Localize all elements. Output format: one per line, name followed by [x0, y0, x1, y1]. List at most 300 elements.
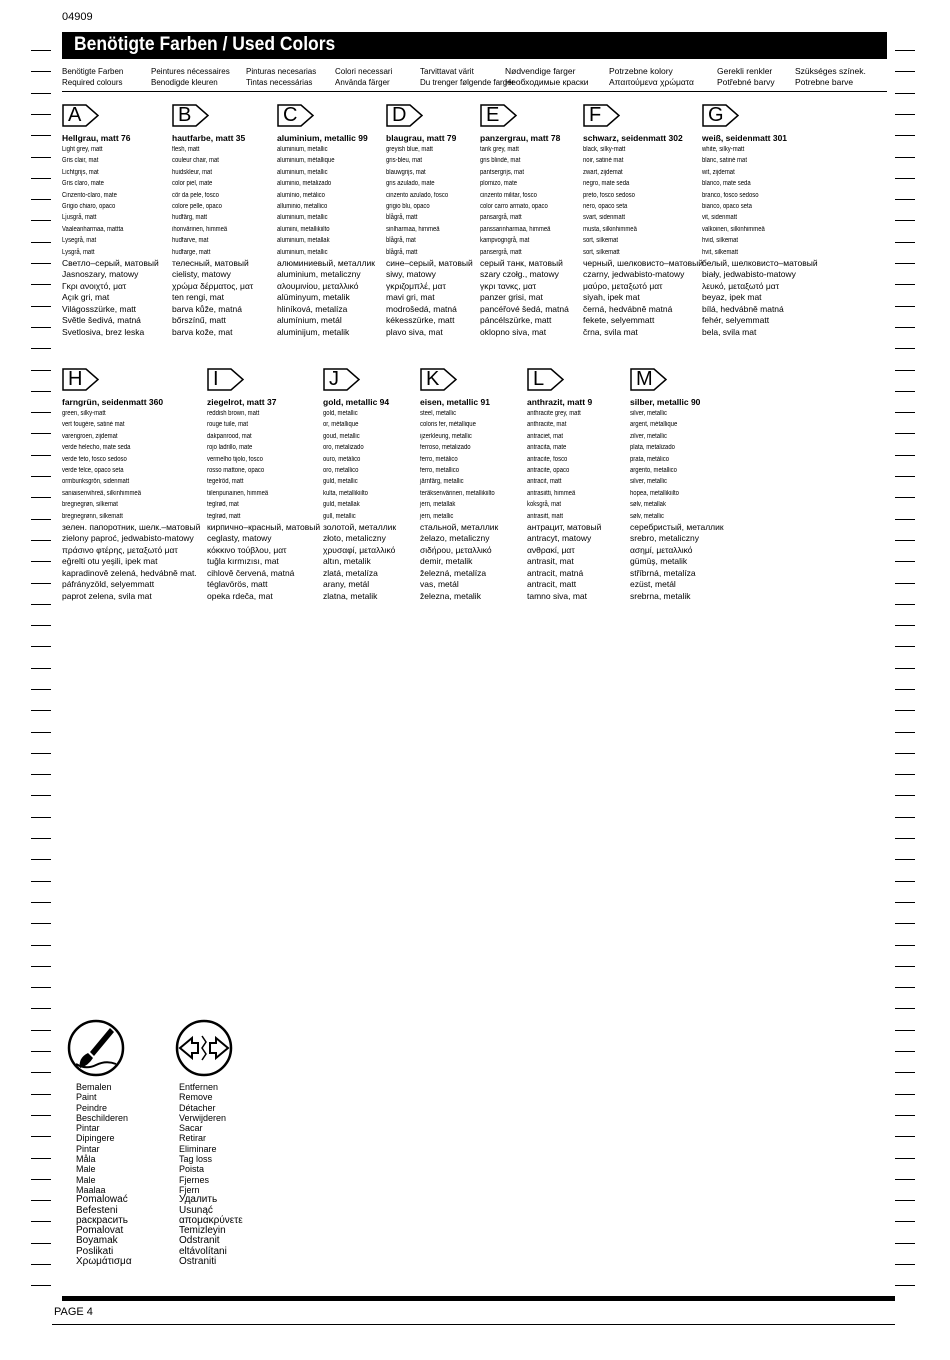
- margin-tick-right: [895, 178, 915, 179]
- legend-word: Male: [76, 1164, 96, 1175]
- color-name: Γκρι ανοιχτό, ματ: [62, 280, 127, 291]
- color-name: bregnegrøn, silkemat: [62, 501, 118, 509]
- color-name: gris blindé, mat: [480, 157, 521, 165]
- margin-tick-left: [31, 476, 51, 477]
- legend-word: Verwijderen: [179, 1112, 227, 1123]
- color-name: antraciet, mat: [527, 432, 564, 440]
- color-name: pansergrå, matt: [480, 248, 522, 256]
- color-name: teräksenvärinen, metallikiilto: [420, 489, 495, 497]
- header-language-label: Szükséges színek.: [795, 66, 866, 76]
- color-name: páncélszürke, matt: [480, 315, 552, 326]
- margin-tick-right: [895, 114, 915, 115]
- color-name: panssarinharmaa, himmeä: [480, 225, 551, 233]
- margin-tick-left: [31, 1072, 51, 1073]
- margin-tick-right: [895, 242, 915, 243]
- header-language-label: Tintas necessárias: [246, 78, 313, 87]
- margin-tick-right: [895, 220, 915, 221]
- color-name: стальной, металлик: [420, 522, 499, 533]
- color-badge: [172, 104, 209, 127]
- header-language-column: [420, 66, 514, 88]
- color-name: colore pelle, opaco: [172, 203, 222, 211]
- margin-tick-left: [31, 455, 51, 456]
- color-name-list: [207, 408, 322, 602]
- margin-tick-right: [895, 50, 915, 51]
- color-name: γκριζομπλέ, ματ: [386, 280, 446, 291]
- color-name: λευκό, μεταξωτό ματ: [702, 280, 780, 291]
- color-name: mavi gri, mat: [386, 292, 435, 303]
- margin-tick-right: [895, 1051, 915, 1052]
- color-name: antracite, fosco: [527, 455, 568, 463]
- margin-tick-left: [31, 284, 51, 285]
- margin-tick-right: [895, 412, 915, 413]
- legend-word: Eliminare: [179, 1143, 217, 1154]
- color-name: kulta, metallikiilto: [323, 489, 368, 497]
- color-entry-f: [583, 104, 703, 338]
- color-name: aluminium, metallic: [277, 214, 328, 222]
- margin-tick-right: [895, 817, 915, 818]
- color-title: schwarz, seidenmatt 302: [583, 133, 683, 143]
- margin-tick-left: [31, 306, 51, 307]
- color-name: tamno siva, mat: [527, 590, 587, 601]
- margin-tick-left: [31, 540, 51, 541]
- color-name: antrasiitti, himmeä: [527, 489, 576, 497]
- margin-tick-left: [31, 370, 51, 371]
- margin-tick-left: [31, 1030, 51, 1031]
- color-letter: L: [533, 368, 545, 390]
- color-name: huidskleur, mat: [172, 168, 213, 176]
- margin-tick-right: [895, 1285, 915, 1286]
- margin-tick-right: [895, 348, 915, 349]
- color-name: Gris claro, mate: [62, 180, 104, 188]
- margin-tick-right: [895, 135, 915, 136]
- color-name: antracita, mate: [527, 444, 567, 452]
- color-name: bőrszínű, matt: [172, 315, 226, 326]
- color-name: pancéřové šedá, matná: [480, 303, 569, 314]
- color-name: guld, metallic: [323, 478, 358, 486]
- legend-word: Fjernes: [179, 1174, 210, 1185]
- legend-word: Bemalen: [76, 1082, 112, 1092]
- header-bar: [62, 32, 887, 59]
- color-name: železná, metalíza: [420, 567, 487, 578]
- color-name: Lysegrå, mat: [62, 237, 97, 245]
- color-name-list: [172, 144, 287, 338]
- color-name: blauwgrijs, mat: [386, 168, 426, 176]
- header-divider: [62, 91, 887, 92]
- header-language-column: [609, 66, 694, 88]
- color-name: zilver, metallic: [630, 432, 668, 440]
- color-name: szary czołg., matowy: [480, 269, 559, 280]
- color-badge: [527, 368, 564, 391]
- color-name: nero, opaco seta: [583, 203, 628, 211]
- margin-tick-left: [31, 583, 51, 584]
- margin-tick-left: [31, 327, 51, 328]
- legend-word: Удалить: [179, 1194, 218, 1206]
- margin-tick-left: [31, 1243, 51, 1244]
- header-language-label: Необходимые краски: [505, 77, 589, 87]
- margin-tick-left: [31, 50, 51, 51]
- margin-tick-right: [895, 732, 915, 733]
- color-name: bela, svila mat: [702, 326, 757, 337]
- margin-tick-left: [31, 710, 51, 711]
- margin-tick-right: [895, 1030, 915, 1031]
- margin-tick-left: [31, 114, 51, 115]
- color-name: зелен. папоротник, шелк.–матовый: [62, 522, 201, 533]
- remove-arrows-icon: [174, 1018, 234, 1078]
- color-entry-e: [480, 104, 595, 338]
- legend-word: Fjern: [179, 1184, 200, 1195]
- color-title: ziegelrot, matt 37: [207, 397, 277, 407]
- color-name: argent, métallique: [630, 421, 678, 429]
- color-name: goud, metallic: [323, 432, 360, 440]
- color-name: sort, silkemat: [583, 237, 619, 245]
- legend-word: Remove: [179, 1092, 213, 1103]
- color-name: fehér, selyemmatt: [702, 315, 770, 326]
- color-name: kampvogngrå, mat: [480, 237, 530, 245]
- color-title: aluminium, metallic 99: [277, 133, 368, 143]
- color-badge: [630, 368, 667, 391]
- color-name: hopea, metallikiilto: [630, 489, 679, 497]
- margin-tick-left: [31, 668, 51, 669]
- margin-tick-left: [31, 433, 51, 434]
- color-name: czarny, jedwabisto-matowy: [583, 269, 685, 280]
- color-name: alüminyum, metalik: [277, 292, 350, 303]
- color-name: кирпично–красный, матовый: [207, 522, 321, 533]
- margin-tick-left: [31, 412, 51, 413]
- legend-word: Odstranit: [179, 1235, 220, 1247]
- margin-tick-right: [895, 902, 915, 903]
- color-name: телесный, матовый: [172, 258, 249, 269]
- color-name: oro, metalizado: [323, 444, 364, 452]
- margin-tick-left: [31, 604, 51, 605]
- legend-word: Boyamak: [76, 1235, 118, 1247]
- color-name: μαύρο, μεταξωτό ματ: [583, 280, 663, 291]
- margin-tick-left: [31, 519, 51, 520]
- color-name: aluminium, metallic: [277, 248, 328, 256]
- color-name: πράσινο φτέρης, μεταξωτό ματ: [62, 544, 178, 555]
- color-name: plomizo, mate: [480, 180, 518, 188]
- color-name: ceglasty, matowy: [207, 533, 272, 544]
- header-language-column: [335, 66, 392, 88]
- legend-word: Maalaa: [76, 1184, 106, 1195]
- margin-tick-left: [31, 923, 51, 924]
- color-name: zlatá, metalíza: [323, 567, 378, 578]
- color-name: Grigio chiaro, opaco: [62, 203, 116, 211]
- color-name: żelazo, metaliczny: [420, 533, 490, 544]
- margin-tick-right: [895, 1115, 915, 1116]
- legend-word: Peindre: [76, 1102, 108, 1113]
- color-name: tuğla kırmızısı, mat: [207, 556, 279, 567]
- legend-word: Måla: [76, 1154, 96, 1165]
- color-name: cihlově červená, matná: [207, 567, 295, 578]
- color-title: farngrün, seidenmatt 360: [62, 397, 164, 407]
- margin-tick-right: [895, 668, 915, 669]
- margin-tick-left: [31, 689, 51, 690]
- margin-tick-left: [31, 497, 51, 498]
- margin-tick-right: [895, 370, 915, 371]
- color-name: srebrna, metalik: [630, 590, 691, 601]
- color-name: verde feto, fosco sedoso: [62, 455, 127, 463]
- margin-tick-right: [895, 710, 915, 711]
- legend-word: Pomalować: [76, 1194, 128, 1206]
- header-language-column: [151, 66, 230, 88]
- margin-tick-left: [31, 859, 51, 860]
- color-name: anthracite, mat: [527, 421, 567, 429]
- header-language-label: Benodigde kleuren: [151, 78, 218, 87]
- color-entry-g: [702, 104, 817, 338]
- color-name: gümüş, metalik: [630, 556, 688, 567]
- color-name: zielony paproć, jedwabisto-matowy: [62, 533, 194, 544]
- color-name: hvit, silkematt: [702, 248, 739, 256]
- color-name: branco, fosco sedoso: [702, 191, 759, 199]
- margin-tick-right: [895, 1264, 915, 1265]
- color-name: κόκκινο τούβλου, ματ: [207, 544, 287, 555]
- header-language-label: Potrebne barve: [795, 77, 854, 87]
- color-name: cinzento militar, fosco: [480, 191, 537, 199]
- color-name: ijzerkleurig, metallic: [420, 432, 472, 440]
- color-letter: C: [283, 104, 298, 126]
- color-name: noir, satiné mat: [583, 157, 624, 165]
- color-badge: [420, 368, 457, 391]
- color-name: ihonvärinen, himmeä: [172, 225, 228, 233]
- header-language-column: [505, 66, 589, 88]
- color-name: blågrå, matt: [386, 214, 418, 222]
- color-letter: G: [708, 104, 724, 126]
- color-name: γκρι τανκς, ματ: [480, 280, 537, 291]
- color-name: ferro, metallico: [420, 467, 460, 475]
- color-name: panzer grisi, mat: [480, 292, 543, 303]
- margin-tick-right: [895, 157, 915, 158]
- color-name: vermelho tijolo, fosco: [207, 455, 263, 463]
- color-name: rouge tuile, mat: [207, 421, 249, 429]
- margin-tick-right: [895, 689, 915, 690]
- color-name: Lichtgrijs, mat: [62, 168, 99, 176]
- color-name: cör da pele, fosco: [172, 191, 219, 199]
- color-entry-i: [207, 368, 322, 602]
- margin-tick-right: [895, 199, 915, 200]
- color-name: zwart, zijdemat: [583, 168, 623, 176]
- margin-tick-right: [895, 604, 915, 605]
- color-name-list: [277, 144, 392, 338]
- legend-word: Pintar: [76, 1143, 100, 1154]
- color-name: coloris fer, métallique: [420, 421, 476, 429]
- color-name: antracit, matt: [527, 478, 562, 486]
- legend-word: Détacher: [179, 1102, 216, 1113]
- color-name: páfrányzöld, selyemmatt: [62, 579, 155, 590]
- color-name: sinlharmaa, himmeä: [386, 225, 440, 233]
- color-name: σιδήρου, μεταλλικό: [420, 544, 492, 555]
- header-language-label: Potřebné barvy: [717, 77, 775, 87]
- color-name-list: [62, 408, 201, 602]
- color-name: silver, metallic: [630, 478, 668, 486]
- margin-tick-left: [31, 646, 51, 647]
- color-name: bílá, hedvábně matná: [702, 303, 784, 314]
- color-name: vert fougère, satiné mat: [62, 421, 125, 429]
- margin-tick-left: [31, 1158, 51, 1159]
- color-name: ouro, metálico: [323, 455, 361, 463]
- color-name: wit, zijdemat: [702, 168, 735, 176]
- header-language-label: Potrzebne kolory: [609, 66, 673, 76]
- margin-tick-right: [895, 966, 915, 967]
- color-name: hvid, silkemat: [702, 237, 739, 245]
- margin-tick-right: [895, 945, 915, 946]
- color-name: plata, metalizado: [630, 444, 675, 452]
- color-badge: [583, 104, 620, 127]
- color-name: antracite, opaco: [527, 467, 570, 475]
- margin-tick-right: [895, 476, 915, 477]
- margin-tick-left: [31, 945, 51, 946]
- color-name: guld, metallak: [323, 501, 360, 509]
- color-name: white, silky-matt: [702, 146, 745, 153]
- color-name: ormbunksgrön, sidenmatt: [62, 478, 130, 486]
- color-letter: B: [178, 104, 192, 126]
- legend-word: Dipingere: [76, 1133, 115, 1144]
- margin-tick-right: [895, 497, 915, 498]
- color-name: сине–серый, матовый: [386, 258, 473, 269]
- color-name: Lysgrå, matt: [62, 248, 95, 256]
- color-name: aluminium, metallic: [277, 168, 328, 176]
- color-name: črna, svila mat: [583, 326, 638, 337]
- color-name-list: [702, 144, 817, 338]
- color-title: anthrazit, matt 9: [527, 397, 593, 407]
- color-name: černá, hedvábně matná: [583, 303, 673, 314]
- color-name: beyaz, ipek mat: [702, 292, 762, 303]
- margin-tick-right: [895, 838, 915, 839]
- color-name: arany, metál: [323, 579, 370, 590]
- legend-word: απομακρύνετε: [179, 1214, 243, 1226]
- color-name: svart, sidenmatt: [583, 214, 626, 222]
- color-badge: [277, 104, 314, 127]
- legend-word: Ostraniti: [179, 1256, 217, 1268]
- margin-tick-left: [31, 1285, 51, 1286]
- legend-word: Male: [76, 1174, 96, 1185]
- margin-tick-right: [895, 540, 915, 541]
- margin-tick-right: [895, 519, 915, 520]
- color-name: železna, metalik: [420, 590, 481, 601]
- header-language-label: Colori necessari: [335, 67, 393, 76]
- color-title: weiß, seidenmatt 301: [702, 133, 788, 143]
- margin-tick-right: [895, 859, 915, 860]
- margin-tick-left: [31, 199, 51, 200]
- color-name: stříbrná, metalíza: [630, 567, 696, 578]
- color-name: черный, шелковисто–матовый: [583, 258, 703, 269]
- legend-word: Retirar: [179, 1133, 207, 1144]
- color-name: gull, metallic: [323, 512, 356, 520]
- margin-tick-right: [895, 1158, 915, 1159]
- color-name-list: [630, 408, 745, 602]
- margin-tick-left: [31, 753, 51, 754]
- color-name: alluminio, metallico: [277, 203, 328, 211]
- color-name: hudfärg, matt: [172, 214, 208, 222]
- color-name: steel, metallic: [420, 410, 457, 417]
- color-name: opeka rdeča, mat: [207, 590, 273, 601]
- color-entry-l: [527, 368, 642, 602]
- color-name: aluminium, metaliczny: [277, 269, 361, 280]
- color-name: antracit, matt: [527, 579, 577, 590]
- color-name: flesh, matt: [172, 146, 200, 153]
- color-name: aluminio, metalizado: [277, 180, 332, 188]
- color-name: tegelröd, matt: [207, 478, 244, 486]
- color-name: aluminium, metallak: [277, 237, 330, 245]
- color-name: bianco, opaco seta: [702, 203, 752, 211]
- color-name: Светло–серый, матовый: [62, 258, 159, 269]
- color-letter: A: [68, 104, 82, 126]
- color-name: ezüst, metál: [630, 579, 676, 590]
- margin-tick-left: [31, 1221, 51, 1222]
- color-entry-k: [420, 368, 535, 602]
- color-name: золотой, металлик: [323, 522, 397, 533]
- header-language-label: Gerekli renkler: [717, 66, 773, 76]
- color-letter: F: [589, 104, 602, 126]
- margin-tick-left: [31, 1008, 51, 1009]
- color-name: sort, silkematt: [583, 248, 620, 256]
- color-letter: D: [392, 104, 407, 126]
- color-title: gold, metallic 94: [323, 397, 390, 407]
- color-title: silber, metallic 90: [630, 397, 701, 407]
- color-name: blanco, mate seda: [702, 180, 751, 188]
- margin-tick-left: [31, 1051, 51, 1052]
- color-name: preto, fosco sedoso: [583, 191, 635, 199]
- margin-tick-right: [895, 263, 915, 264]
- color-name: barva kůže, matná: [172, 303, 242, 314]
- header-language-column: [717, 66, 775, 88]
- color-name: gold, metallic: [323, 410, 358, 417]
- color-name: järnfärg, metallic: [420, 478, 464, 486]
- color-name: gris azulado, mate: [386, 180, 435, 188]
- color-name: greyish blue, matt: [386, 146, 433, 153]
- color-name: negro, mate seda: [583, 180, 630, 188]
- margin-tick-right: [895, 284, 915, 285]
- color-name: saniaisenvihreä, silkinhimmeä: [62, 489, 142, 497]
- margin-tick-left: [31, 795, 51, 796]
- margin-tick-right: [895, 1200, 915, 1201]
- margin-tick-right: [895, 1221, 915, 1222]
- color-name: reddish brown, matt: [207, 410, 260, 417]
- margin-tick-right: [895, 1136, 915, 1137]
- color-entry-a: [62, 104, 177, 338]
- color-name: Jasnoszary, matowy: [62, 269, 139, 280]
- color-name: ten rengi, mat: [172, 292, 224, 303]
- margin-tick-left: [31, 838, 51, 839]
- margin-tick-left: [31, 902, 51, 903]
- header-language-label: Απαιτούμενα χρώματα: [609, 77, 694, 87]
- color-letter: K: [426, 368, 440, 390]
- margin-tick-left: [31, 178, 51, 179]
- margin-tick-right: [895, 1179, 915, 1180]
- legend-word: Usunąć: [179, 1204, 213, 1216]
- color-name: белый, шелковисто–матовый: [702, 258, 818, 269]
- color-name: aluminijum, metalik: [277, 326, 350, 337]
- legend-remove-words: [179, 1082, 243, 1267]
- margin-tick-left: [31, 625, 51, 626]
- margin-tick-left: [31, 263, 51, 264]
- color-badge: [480, 104, 517, 127]
- color-name: vit, sidenmatt: [702, 214, 738, 222]
- color-name: verde felce, opaco seta: [62, 467, 124, 475]
- color-title: blaugrau, matt 79: [386, 133, 457, 143]
- margin-tick-left: [31, 774, 51, 775]
- color-name: cielisty, matowy: [172, 269, 231, 280]
- color-name: biały, jedwabisto-matowy: [702, 269, 796, 280]
- color-name: verde helecho, mate seda: [62, 444, 131, 452]
- color-name: color piel, mate: [172, 180, 213, 188]
- color-badge: [323, 368, 360, 391]
- margin-tick-right: [895, 881, 915, 882]
- color-name: alumínio, metálico: [277, 191, 325, 199]
- color-name: dakpanrood, mat: [207, 432, 252, 440]
- color-name: sølv, metallak: [630, 501, 666, 509]
- margin-tick-right: [895, 561, 915, 562]
- color-name: blågrå, mat: [386, 237, 416, 245]
